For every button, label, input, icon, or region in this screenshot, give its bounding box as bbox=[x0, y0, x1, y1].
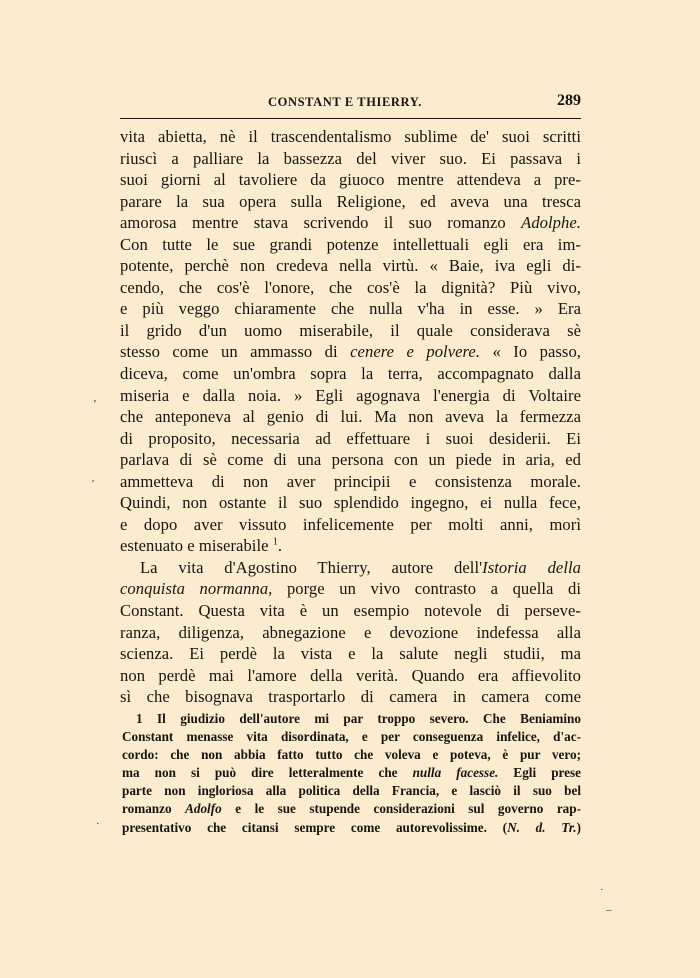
text-fragment: La vita d'Agostino Thierry, autore dell' bbox=[140, 557, 483, 577]
text-line: e dopo aver vissuto infelicemente per molti anni, morì bbox=[120, 514, 581, 534]
text-line: sì che bisognava trasportarlo di camera in camera come bbox=[120, 687, 581, 707]
text-line: Con tutte le sue grandi potenze intellettuali egli era im- bbox=[120, 234, 581, 254]
text-line: di proposito, necessaria ad effettuare i suoi desiderii. Ei bbox=[120, 428, 581, 448]
margin-speck: · bbox=[600, 884, 604, 896]
text-fragment: « Io passo, bbox=[480, 342, 581, 362]
footnote-line: cordo: che non abbia fatto tutto che voleva e poteva, è pur vero; bbox=[122, 747, 581, 763]
margin-speck: ʼ bbox=[93, 398, 97, 410]
margin-speck: ʹ bbox=[92, 478, 95, 490]
text-line: parlava di sè come di una persona con un piede in aria, ed bbox=[120, 450, 581, 470]
text-fragment: e le sue stupende considerazioni sul governo rap- bbox=[221, 801, 582, 817]
footnote-line bbox=[122, 710, 581, 728]
running-title: CONSTANT E THIERRY. bbox=[268, 95, 422, 109]
page-number: 289 bbox=[557, 92, 581, 109]
text-line: Constant. Questa vita è un esempio notevole di perseve- bbox=[120, 601, 581, 621]
text-line: ammetteva di non aver principii e consistenza morale. bbox=[120, 471, 581, 491]
margin-speck: · bbox=[96, 818, 100, 830]
text-line: e più veggo chiaramente che nulla v'ha in esse. » Era bbox=[120, 299, 581, 319]
text-fragment: . bbox=[277, 536, 283, 556]
text-line: che anteponeva al genio di lui. Ma non aveva la fermezza bbox=[120, 407, 581, 427]
footnote bbox=[122, 710, 581, 837]
text-line: suoi giorni al tavoliere da giuoco mentre attendeva a pre- bbox=[120, 170, 581, 190]
body-text bbox=[120, 126, 581, 708]
text-line: scienza. Ei perdè la vista e la salute negli studii, ma bbox=[120, 644, 581, 664]
text-line bbox=[120, 557, 581, 579]
text-line bbox=[120, 578, 581, 600]
footnote-line bbox=[122, 800, 581, 818]
text-fragment: Il giudizio dell'autore mi par troppo severo. Che Beniamino bbox=[142, 711, 581, 726]
text-fragment: estenuato e miserabile bbox=[120, 536, 273, 556]
footnote-line: Constant menasse vita disordinata, e per conseguenza infelice, d'ac- bbox=[122, 729, 581, 745]
italic-title-istoria: Istoria della bbox=[482, 557, 581, 577]
footnote-marker: 1 bbox=[136, 711, 143, 726]
text-line bbox=[120, 212, 581, 234]
text-fragment: ma non si può dire letteralmente che bbox=[122, 765, 413, 781]
margin-speck: – bbox=[606, 904, 612, 916]
italic-phrase: nulla facesse. bbox=[412, 765, 499, 781]
footnote-line bbox=[122, 764, 581, 782]
running-head bbox=[120, 94, 581, 114]
text-line: potente, perchè non credeva nella virtù. « Baie, iva egli di- bbox=[120, 256, 581, 276]
italic-phrase: cenere e polvere. bbox=[350, 342, 481, 362]
italic-title-adolfo: Adolfo bbox=[185, 801, 222, 817]
text-line: cendo, che cos'è l'onore, che cos'è la dignità? Più vivo, bbox=[120, 277, 581, 297]
text-line: riuscì a palliare la bassezza del viver suo. Ei passava i bbox=[120, 148, 581, 168]
footnote-line bbox=[122, 819, 581, 837]
text-line: non perdè mai l'amore della verità. Quando era affievolito bbox=[120, 665, 581, 685]
text-fragment: stesso come un ammasso di bbox=[120, 342, 351, 362]
text-line: Quindi, non ostante il suo splendido ingegno, ei nulla fece, bbox=[120, 493, 581, 513]
text-line: vita abietta, nè il trascendentalismo sublime de' suoi scritti bbox=[120, 127, 581, 146]
footnote-reference[interactable]: 1 bbox=[272, 536, 278, 548]
text-line bbox=[120, 535, 581, 557]
italic-title-istoria: conquista normanna, bbox=[120, 579, 273, 599]
text-fragment: romanzo bbox=[122, 801, 186, 817]
italic-phrase: N. d. Tr. bbox=[507, 819, 577, 835]
text-fragment: presentativo che citansi sempre come autorevolissime. ( bbox=[122, 819, 508, 835]
text-fragment: Egli prese bbox=[498, 765, 581, 781]
text-line: parare la sua opera sulla Religione, ed aveva una tresca bbox=[120, 191, 581, 211]
text-line: diceva, come un'ombra sopra la terra, accompagnato dalla bbox=[120, 364, 581, 384]
text-line bbox=[120, 341, 581, 363]
text-line: ranza, diligenza, abnegazione e devozione indefessa alla bbox=[120, 622, 581, 642]
footnote-line: parte non ingloriosa alla politica della Francia, e lasciò il suo bel bbox=[122, 783, 581, 799]
text-line: miseria e dalla noia. » Egli agognava l'energia di Voltaire bbox=[120, 385, 581, 405]
text-line: il grido d'un uomo miserabile, il quale considerava sè bbox=[120, 320, 581, 340]
text-fragment: amorosa mentre stava scrivendo il suo romanzo bbox=[120, 213, 522, 233]
header-rule bbox=[120, 118, 581, 119]
italic-title-adolphe: Adolphe. bbox=[521, 213, 581, 233]
text-fragment: ) bbox=[576, 819, 581, 835]
text-fragment: porge un vivo contrasto a quella di bbox=[272, 579, 582, 599]
